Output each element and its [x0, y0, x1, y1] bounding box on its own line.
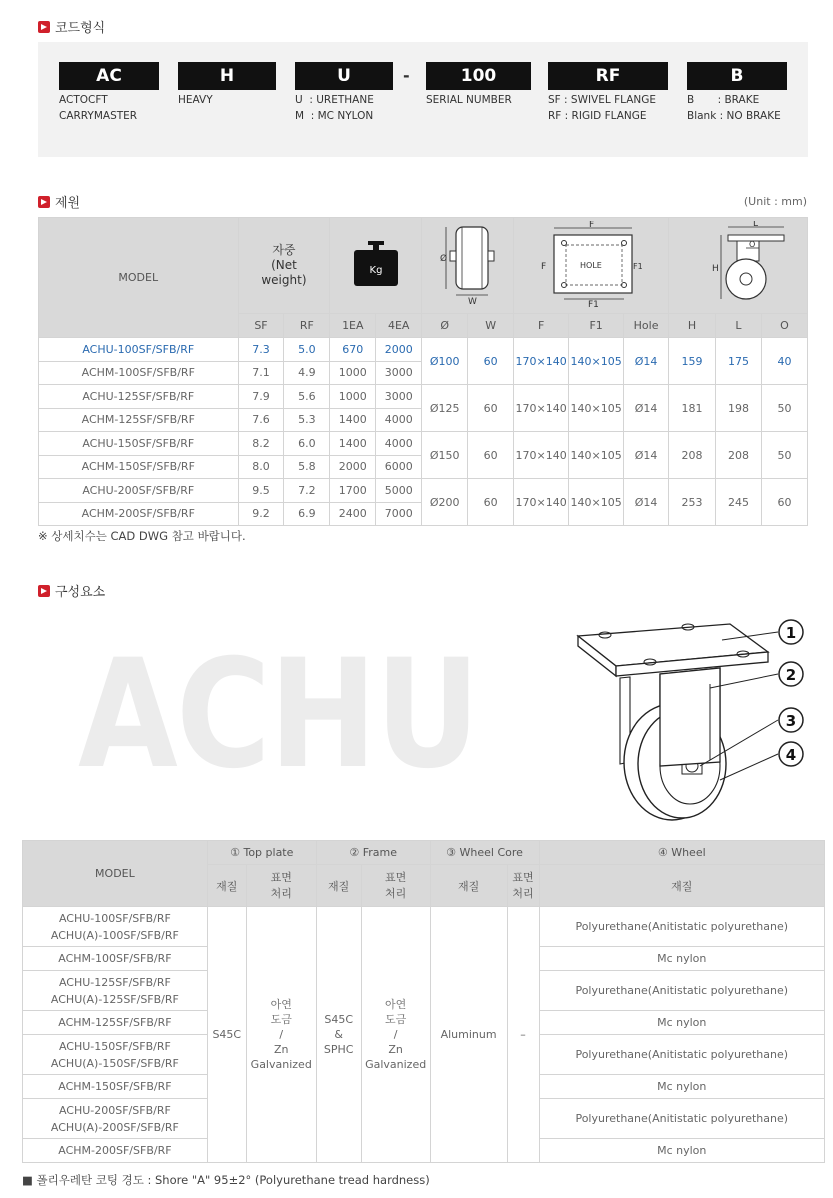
wheel-material-cell: Mc nylon: [539, 1075, 825, 1099]
comp-sub-material: 재질: [316, 865, 361, 907]
hole-cell: Ø14: [624, 479, 669, 526]
model-cell: ACHM-125SF/SFB/RF: [23, 1011, 208, 1035]
kg-label: Kg: [369, 265, 383, 276]
wheel-material-cell: Polyurethane(Anitistatic polyurethane): [539, 1035, 825, 1075]
l-cell: 208: [715, 432, 761, 479]
f-cell: 170×140: [514, 432, 569, 479]
code-desc: SF : SWIVEL FLANGE RF : RIGID FLANGE: [548, 94, 657, 122]
spec-sub-f: F: [514, 314, 569, 338]
comp-sub-surface: 표면 처리: [507, 865, 539, 907]
code-block: U: [295, 62, 393, 90]
svg-text:F: F: [541, 262, 547, 272]
wheel-material-cell: Mc nylon: [539, 1139, 825, 1163]
wheel-material-cell: Mc nylon: [539, 947, 825, 971]
ea1-cell: 1000: [330, 361, 376, 385]
top-material-cell: S45C: [207, 907, 246, 1163]
model-cell: ACHM-200SF/SFB/RF: [23, 1139, 208, 1163]
bullet-arrow-icon: [38, 585, 50, 597]
rf-cell: 5.0: [284, 338, 330, 362]
code-block: 100: [426, 62, 531, 90]
f1-cell: 140×105: [569, 385, 624, 432]
spec-header-caster-diagram: [669, 218, 808, 314]
model-cell: ACHU-200SF/SFB/RF: [39, 479, 239, 503]
component-section-title-text: 구성요소: [55, 585, 106, 600]
ea1-cell: 2000: [330, 455, 376, 479]
svg-text:HOLE: HOLE: [580, 261, 602, 270]
code-item-b: [687, 62, 787, 124]
weight-icon: [351, 239, 401, 289]
table-row: [39, 385, 808, 409]
model-cell: ACHU-150SF/SFB/RF ACHU(A)-150SF/SFB/RF: [23, 1035, 208, 1075]
ea1-cell: 1000: [330, 385, 376, 409]
callout-4-label: 4: [785, 746, 797, 764]
frame-material-cell: S45C & SPHC: [316, 907, 361, 1163]
sf-cell: 7.9: [238, 385, 284, 409]
ea1-cell: 1400: [330, 432, 376, 456]
ea4-cell: 2000: [376, 338, 422, 362]
l-cell: 175: [715, 338, 761, 385]
spec-sub-f1: F1: [569, 314, 624, 338]
code-block: H: [178, 62, 276, 90]
comp-sub-surface: 표면 처리: [361, 865, 430, 907]
comp-header-wheel: ④ Wheel: [539, 841, 825, 865]
svg-text:Ø: Ø: [439, 254, 447, 264]
frame-surface-cell: 아연 도금 / Zn Galvanized: [361, 907, 430, 1163]
spec-header-plate-diagram: [514, 218, 669, 314]
callout-3-label: 3: [785, 712, 797, 730]
sf-cell: 8.2: [238, 432, 284, 456]
rf-cell: 5.3: [284, 408, 330, 432]
code-desc: ACTOCFT CARRYMASTER: [59, 94, 138, 122]
caster-dimension-icon: [683, 221, 793, 307]
comp-header-frame: ② Frame: [316, 841, 430, 865]
l-cell: 245: [715, 479, 761, 526]
component-section-title: [38, 581, 105, 600]
code-block: AC: [59, 62, 159, 90]
ea4-cell: 3000: [376, 385, 422, 409]
svg-text:H: H: [712, 264, 719, 274]
plate-dimension-icon: [536, 221, 646, 307]
ea4-cell: 5000: [376, 479, 422, 503]
model-cell: ACHU-125SF/SFB/RF: [39, 385, 239, 409]
ea1-cell: 670: [330, 338, 376, 362]
model-cell: ACHU-100SF/SFB/RF ACHU(A)-100SF/SFB/RF: [23, 907, 208, 947]
comp-header-model: MODEL: [23, 841, 208, 907]
bullet-arrow-icon: [38, 196, 50, 208]
h-cell: 208: [669, 432, 716, 479]
f1-cell: 140×105: [569, 432, 624, 479]
caster-exploded-drawing: [560, 612, 820, 824]
hole-cell: Ø14: [624, 432, 669, 479]
o-cell: 50: [761, 385, 807, 432]
sf-cell: 7.1: [238, 361, 284, 385]
f-cell: 170×140: [514, 385, 569, 432]
phi-cell: Ø125: [422, 385, 468, 432]
code-desc: B : BRAKE Blank : NO BRAKE: [687, 94, 781, 122]
model-cell: ACHU-125SF/SFB/RF ACHU(A)-125SF/SFB/RF: [23, 971, 208, 1011]
spec-sub-w: W: [468, 314, 514, 338]
spec-header-model: MODEL: [39, 218, 239, 338]
bullet-arrow-icon: [38, 21, 50, 33]
ea1-cell: 2400: [330, 502, 376, 526]
l-cell: 198: [715, 385, 761, 432]
ea1-cell: 1700: [330, 479, 376, 503]
model-cell: ACHM-125SF/SFB/RF: [39, 408, 239, 432]
model-cell: ACHM-100SF/SFB/RF: [39, 361, 239, 385]
spec-section-title-text: 제원: [55, 196, 81, 211]
component-table: [22, 840, 825, 1163]
spec-sub-phi: Ø: [422, 314, 468, 338]
comp-header-top-plate: ① Top plate: [207, 841, 316, 865]
svg-text:F: F: [589, 221, 595, 230]
svg-text:F1: F1: [633, 262, 643, 271]
spec-sub-1ea: 1EA: [330, 314, 376, 338]
wheel-material-cell: Polyurethane(Anitistatic polyurethane): [539, 907, 825, 947]
table-row: [39, 432, 808, 456]
svg-text:W: W: [467, 297, 477, 307]
sf-cell: 8.0: [238, 455, 284, 479]
f1-cell: 140×105: [569, 479, 624, 526]
core-material-cell: Aluminum: [430, 907, 507, 1163]
spec-sub-sf: SF: [238, 314, 284, 338]
spec-sub-rf: RF: [284, 314, 330, 338]
o-cell: 60: [761, 479, 807, 526]
table-row: [39, 338, 808, 362]
unit-label: (Unit : mm): [743, 195, 807, 208]
model-cell: ACHU-200SF/SFB/RF ACHU(A)-200SF/SFB/RF: [23, 1099, 208, 1139]
comp-sub-material: 재질: [539, 865, 825, 907]
h-cell: 181: [669, 385, 716, 432]
comp-header-wheel-core: ③ Wheel Core: [430, 841, 539, 865]
code-item-u: [295, 62, 393, 124]
rf-cell: 7.2: [284, 479, 330, 503]
rf-cell: 5.8: [284, 455, 330, 479]
svg-text:L: L: [753, 221, 759, 229]
model-cell: ACHM-100SF/SFB/RF: [23, 947, 208, 971]
rf-cell: 6.9: [284, 502, 330, 526]
code-item-rf: [548, 62, 668, 124]
wheel-material-cell: Mc nylon: [539, 1011, 825, 1035]
code-section-title: [38, 17, 105, 36]
svg-text:O: O: [749, 240, 756, 249]
ea4-cell: 3000: [376, 361, 422, 385]
sf-cell: 9.2: [238, 502, 284, 526]
spec-sub-l: L: [715, 314, 761, 338]
f1-cell: 140×105: [569, 338, 624, 385]
hole-cell: Ø14: [624, 385, 669, 432]
rf-cell: 6.0: [284, 432, 330, 456]
model-cell: ACHM-200SF/SFB/RF: [39, 502, 239, 526]
hole-cell: Ø14: [624, 338, 669, 385]
code-item-ac: [59, 62, 159, 124]
code-desc: U : URETHANE M : MC NYLON: [295, 94, 374, 122]
w-cell: 60: [468, 338, 514, 385]
sf-cell: 7.6: [238, 408, 284, 432]
w-cell: 60: [468, 385, 514, 432]
ea1-cell: 1400: [330, 408, 376, 432]
model-cell: ACHM-150SF/SFB/RF: [39, 455, 239, 479]
h-cell: 159: [669, 338, 716, 385]
w-cell: 60: [468, 432, 514, 479]
hardness-footnote: ■ 폴리우레탄 코팅 경도 : Shore "A" 95±2° (Polyurethane tread hardness): [22, 1173, 430, 1187]
wheel-material-cell: Polyurethane(Anitistatic polyurethane): [539, 1099, 825, 1139]
phi-cell: Ø200: [422, 479, 468, 526]
callout-1-label: 1: [785, 624, 797, 642]
spec-header-wheel-diagram: [422, 218, 514, 314]
code-dash: -: [403, 66, 410, 85]
wheel-dimension-icon: [428, 221, 508, 307]
code-block: RF: [548, 62, 668, 90]
phi-cell: Ø100: [422, 338, 468, 385]
wheel-material-cell: Polyurethane(Anitistatic polyurethane): [539, 971, 825, 1011]
sf-cell: 9.5: [238, 479, 284, 503]
code-desc: SERIAL NUMBER: [426, 94, 512, 106]
spec-sub-hole: Hole: [624, 314, 669, 338]
ea4-cell: 4000: [376, 432, 422, 456]
model-cell: ACHU-100SF/SFB/RF: [39, 338, 239, 362]
o-cell: 50: [761, 432, 807, 479]
spec-sub-4ea: 4EA: [376, 314, 422, 338]
phi-cell: Ø150: [422, 432, 468, 479]
achu-watermark: ACHU: [78, 628, 479, 802]
spec-note: ※ 상세치수는 CAD DWG 참고 바랍니다.: [38, 529, 246, 543]
top-surface-cell: 아연 도금 / Zn Galvanized: [246, 907, 316, 1163]
rf-cell: 4.9: [284, 361, 330, 385]
ea4-cell: 7000: [376, 502, 422, 526]
code-section-title-text: 코드형식: [55, 21, 106, 36]
w-cell: 60: [468, 479, 514, 526]
ea4-cell: 6000: [376, 455, 422, 479]
comp-sub-material: 재질: [430, 865, 507, 907]
spec-header-weight: 자중 (Net weight): [238, 218, 330, 314]
comp-sub-surface: 표면 처리: [246, 865, 316, 907]
svg-text:F1: F1: [588, 300, 599, 307]
sf-cell: 7.3: [238, 338, 284, 362]
f-cell: 170×140: [514, 479, 569, 526]
code-desc: HEAVY: [178, 94, 213, 106]
ea4-cell: 4000: [376, 408, 422, 432]
callout-2-label: 2: [785, 666, 797, 684]
f-cell: 170×140: [514, 338, 569, 385]
comp-sub-material: 재질: [207, 865, 246, 907]
rf-cell: 5.6: [284, 385, 330, 409]
code-format-box: [38, 42, 808, 157]
spec-header-load-icon: [330, 218, 422, 314]
code-item-100: [426, 62, 531, 108]
table-row: [23, 907, 825, 947]
spec-sub-h: H: [669, 314, 716, 338]
model-cell: ACHU-150SF/SFB/RF: [39, 432, 239, 456]
core-surface-cell: –: [507, 907, 539, 1163]
spec-sub-o: O: [761, 314, 807, 338]
h-cell: 253: [669, 479, 716, 526]
code-block: B: [687, 62, 787, 90]
table-row: [39, 479, 808, 503]
o-cell: 40: [761, 338, 807, 385]
code-item-h: [178, 62, 276, 108]
spec-section-title: [38, 192, 80, 211]
model-cell: ACHM-150SF/SFB/RF: [23, 1075, 208, 1099]
spec-table: [38, 217, 808, 526]
